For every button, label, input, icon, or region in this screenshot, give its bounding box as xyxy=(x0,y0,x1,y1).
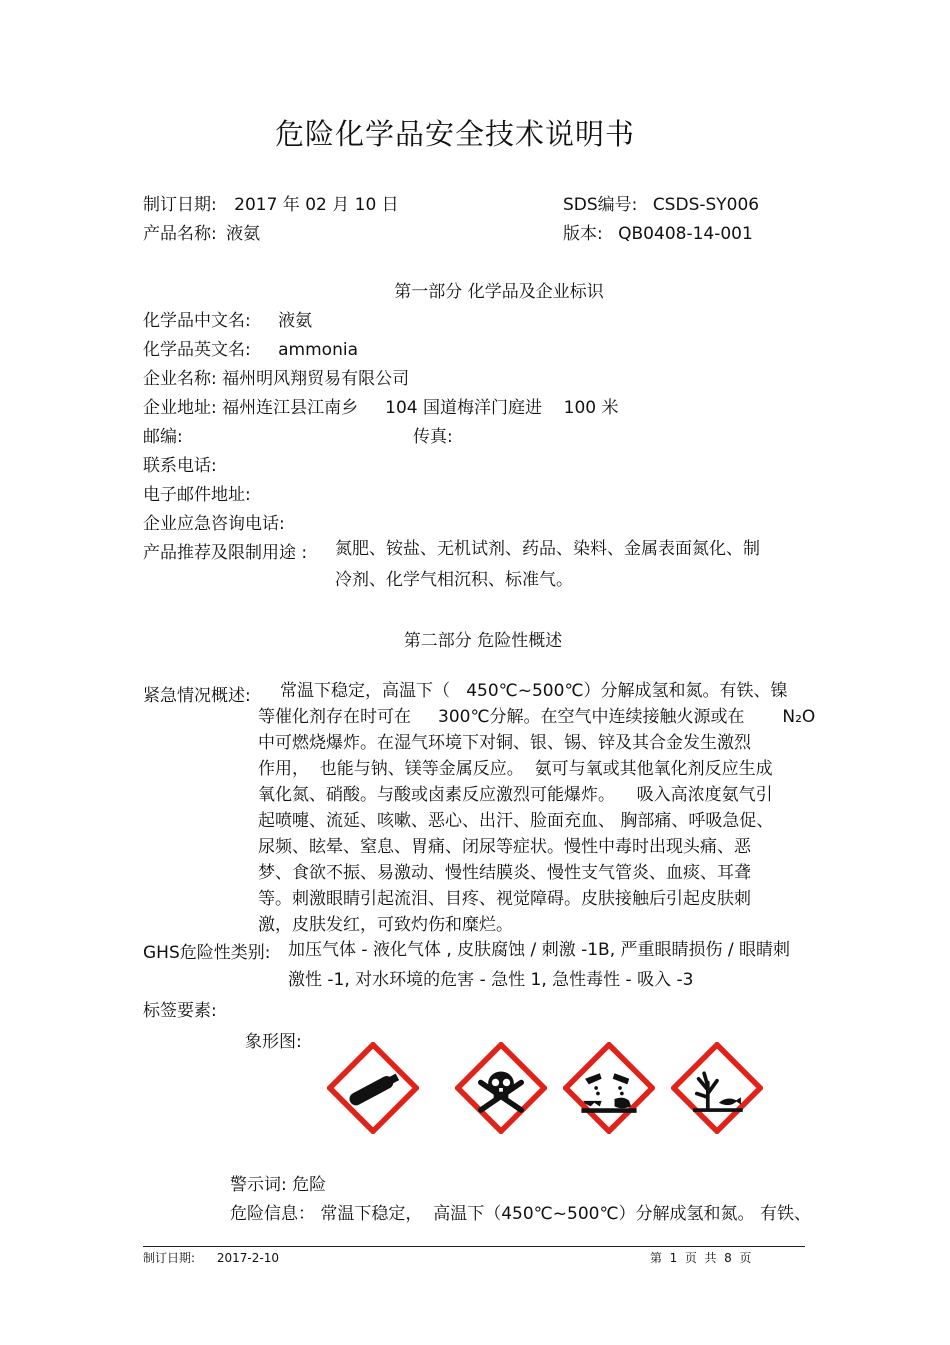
signal-word: 危险 xyxy=(292,1175,327,1195)
revision-date-row xyxy=(143,190,399,215)
ghs-line: 激性 -1, 对水环境的危害 - 急性 1, 急性毒性 - 吸入 -3 xyxy=(288,970,694,990)
corrosion-icon xyxy=(563,1042,655,1134)
hazard-info-row xyxy=(230,1199,811,1224)
overview-line: 等。刺激眼睛引起流泪、目疼、视觉障碍。皮肤接触后引起皮肤刺 xyxy=(258,889,751,909)
postcode-label: 邮编: xyxy=(143,427,183,447)
hazard-info-text: 常温下稳定， 高温下（450℃~500℃）分解成氢和氮。 有铁、 xyxy=(320,1204,811,1224)
skull-crossbones-icon xyxy=(455,1042,547,1134)
overview-line: 作用， 也能与钠、镁等金属反应。 氨可与氧或其他氧化剂反应生成 xyxy=(258,759,773,779)
product-name-row xyxy=(143,219,260,244)
overview-line: 激，皮肤发红，可致灼伤和糜烂。 xyxy=(258,915,513,935)
footer-date-label: 制订日期: xyxy=(143,1251,196,1265)
version: QB0408-14-001 xyxy=(618,224,753,244)
gas-cylinder-icon xyxy=(327,1042,419,1134)
emergency-overview-text xyxy=(258,678,815,938)
email-label: 电子邮件地址: xyxy=(143,485,251,505)
overview-line: 氧化氮、硝酸。与酸或卤素反应激烈可能爆炸。 吸入高浓度氨气引 xyxy=(258,785,773,805)
product-name-label: 产品名称: xyxy=(143,224,217,244)
overview-line: 尿频、眩晕、窒息、胃痛、闭尿等症状。慢性中毒时出现头痛、恶 xyxy=(258,837,751,857)
footer-date-value: 2017-2-10 xyxy=(216,1251,279,1265)
hazard-info-label: 危险信息： xyxy=(230,1204,315,1224)
recommended-use-line: 氮肥、铵盐、无机试剂、药品、染料、金属表面氮化、制 xyxy=(335,539,760,559)
overview-line: 常温下稳定，高温下（ 450℃~500℃）分解成氢和氮。有铁、镍 xyxy=(280,681,788,701)
footer-divider xyxy=(143,1246,805,1247)
footer-page-number: 第 1 页 共 8 页 xyxy=(650,1251,752,1265)
overview-line: 起喷嚏、流延、咳嗽、恶心、出汗、脸面充血、 胸部痛、呼吸急促、 xyxy=(258,811,774,831)
address-label: 企业地址: xyxy=(143,398,217,418)
cn-name-row xyxy=(143,306,312,331)
recommended-use-text xyxy=(335,534,760,596)
company-name: 福州明风翔贸易有限公司 xyxy=(222,369,410,389)
ghs-line: 加压气体 - 液化气体 , 皮肤腐蚀 / 刺激 -1B, 严重眼睛损伤 / 眼睛刺 xyxy=(288,940,791,960)
sds-number-label: SDS编号: xyxy=(563,195,638,215)
overview-line: 等催化剂存在时可在 300℃分解。在空气中连续接触火源或在 N₂O xyxy=(258,707,816,727)
address: 福州连江县江南乡 104 国道梅洋门庭进 100 米 xyxy=(222,398,619,418)
version-label: 版本: xyxy=(563,224,603,244)
ghs-label: GHS危险性类别: xyxy=(143,943,271,963)
document-title: 危险化学品安全技术说明书 xyxy=(274,117,635,151)
company-label: 企业名称: xyxy=(143,369,217,389)
footer-date xyxy=(143,1249,279,1266)
revision-date: 2017 年 02 月 10 日 xyxy=(234,195,399,215)
phone-label: 联系电话: xyxy=(143,456,217,476)
en-name-label: 化学品英文名: xyxy=(143,340,251,360)
version-row xyxy=(563,219,753,244)
revision-date-label: 制订日期: xyxy=(143,195,217,215)
environment-icon xyxy=(671,1042,763,1134)
overview-line: 梦、食欲不振、易激动、慢性结膜炎、慢性支气管炎、血痰、耳聋 xyxy=(258,863,751,883)
part2-heading: 第二部分 危险性概述 xyxy=(403,631,563,651)
company-row xyxy=(143,364,409,389)
ghs-classification-text xyxy=(288,935,790,995)
emergency-phone-label: 企业应急咨询电话: xyxy=(143,514,285,534)
pictogram-label: 象形图: xyxy=(245,1032,302,1052)
cn-name: 液氨 xyxy=(278,311,313,331)
part1-heading: 第一部分 化学品及企业标识 xyxy=(394,282,604,302)
fax-label: 传真: xyxy=(413,427,453,447)
recommended-use-label: 产品推荐及限制用途 : xyxy=(143,543,308,563)
signal-word-row xyxy=(230,1170,326,1195)
sds-number-row xyxy=(563,190,759,215)
cn-name-label: 化学品中文名: xyxy=(143,311,251,331)
en-name-row xyxy=(143,335,358,360)
recommended-use-line: 冷剂、化学气相沉积、标准气。 xyxy=(335,570,573,590)
overview-line: 中可燃烧爆炸。在湿气环境下对铜、银、锡、锌及其合金发生激烈 xyxy=(258,733,751,753)
label-elements-label: 标签要素: xyxy=(143,1001,217,1021)
ghs-pictograms xyxy=(327,1042,787,1134)
sds-number: CSDS-SY006 xyxy=(652,195,760,215)
en-name: ammonia xyxy=(278,340,358,360)
product-name: 液氨 xyxy=(226,224,261,244)
emergency-overview-label: 紧急情况概述: xyxy=(143,686,251,706)
signal-word-label: 警示词: xyxy=(230,1175,287,1195)
address-row xyxy=(143,393,618,418)
